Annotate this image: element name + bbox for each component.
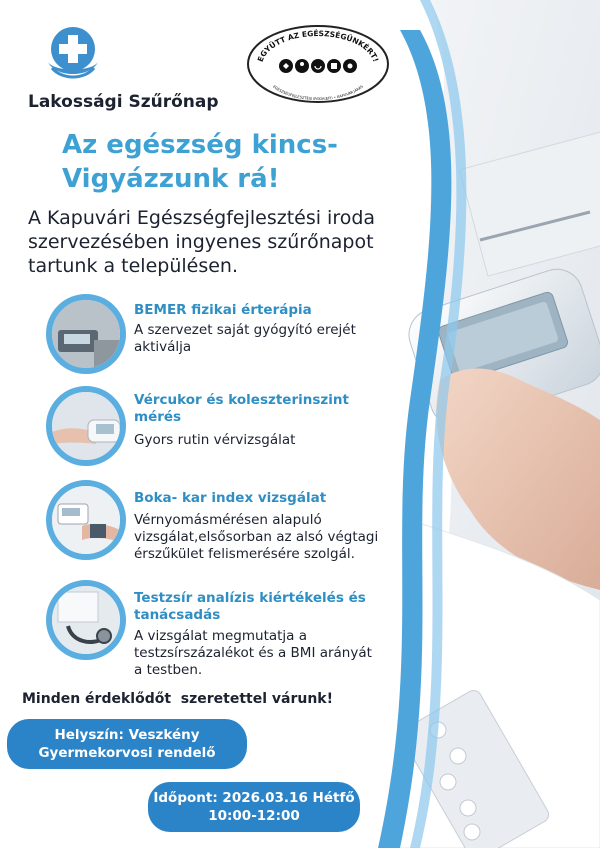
time-line-1: Időpont: 2026.03.16 Hétfő — [153, 790, 355, 806]
service-title: BEMER fizikai érterápia — [134, 302, 312, 318]
service-desc: A szervezet saját gyógyító erejét aktiválja — [134, 322, 356, 355]
service-title: Testzsír analízis kiértékelés és tanácsadás — [134, 590, 366, 623]
time-line-2: 10:00-12:00 — [208, 808, 300, 824]
location-line-1: Helyszín: Veszkény — [54, 727, 200, 743]
service-photo-body-fat — [46, 580, 126, 660]
location-badge — [7, 719, 247, 769]
health-cross-logo-icon — [42, 22, 104, 84]
brand-title: Lakossági Szűrőnap — [28, 92, 219, 112]
egyutt-logo-icon — [244, 22, 392, 106]
headline-line-2: Vigyázzunk rá! — [62, 164, 280, 194]
headline — [62, 128, 338, 196]
service-photo-ankle-brachial — [46, 480, 126, 560]
intro-text: A Kapuvári Egészségfejlesztési iroda szervezésében ingyenes szűrőnapot tartunk a településen. — [28, 207, 376, 277]
location-line-2: Gyermekorvosi rendelő — [38, 745, 216, 761]
service-title: Boka- kar index vizsgálat — [134, 490, 327, 506]
welcome-text: Minden érdeklődőt szeretettel várunk! — [22, 691, 334, 707]
service-photo-bemer — [46, 294, 126, 374]
service-photo-glucose — [46, 386, 126, 466]
headline-line-1: Az egészség kincs- — [62, 130, 338, 160]
service-title: Vércukor és koleszterinszint mérés — [134, 392, 349, 425]
service-desc: Gyors rutin vérvizsgálat — [134, 432, 296, 448]
logo-arc-text: EGYÜTT AZ EGÉSZSÉGÜNKÉRT! — [255, 28, 381, 64]
service-desc: A vizsgálat megmutatja a testzsírszázalékot és a BMI arányát a testben. — [134, 628, 372, 678]
service-desc: Vérnyomásmérésen alapuló vizsgálat,elsősorban az alsó végtagi érszűkület felismerésére szolgál. — [134, 512, 379, 562]
time-badge — [148, 782, 360, 832]
logo-bottom-text: EGÉSZSÉGFEJLESZTÉSI IRODA(EFI) • KAPUVÁR JÁRÁS — [272, 84, 364, 102]
